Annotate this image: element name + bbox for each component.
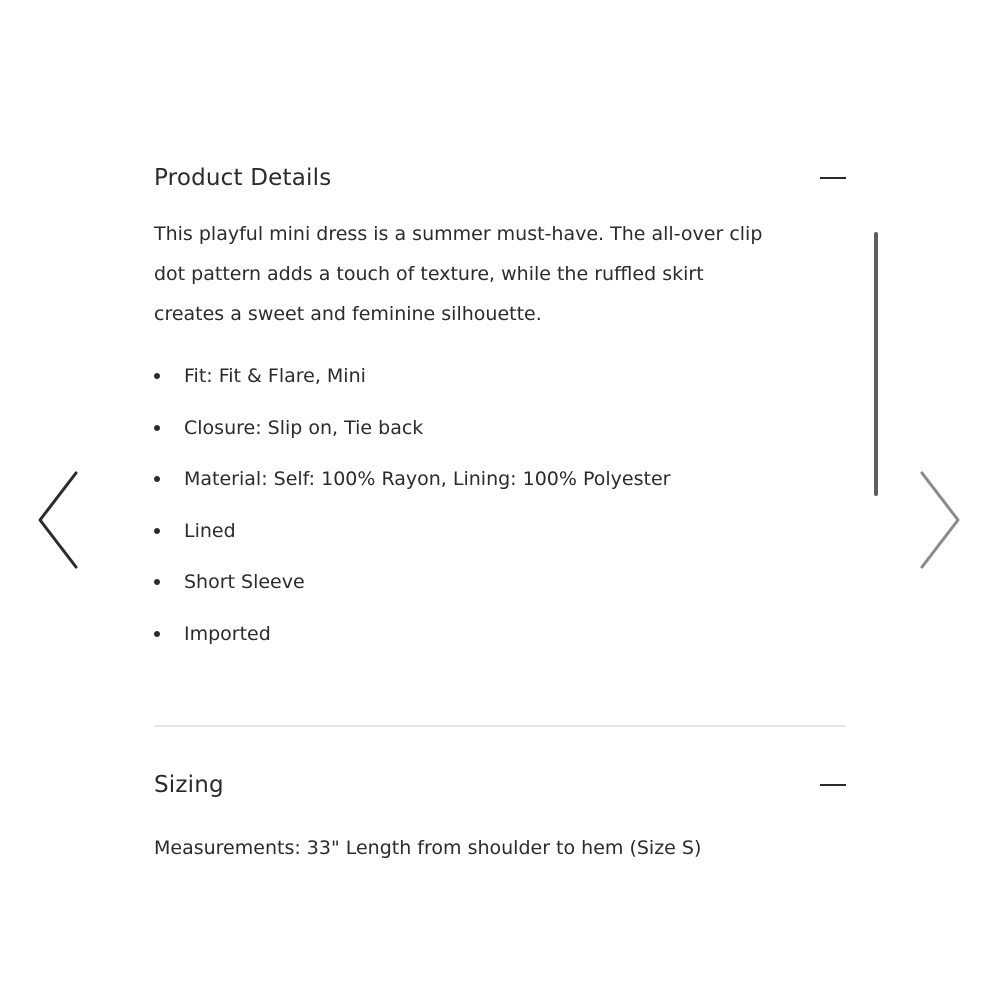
chevron-left-icon bbox=[36, 470, 80, 570]
list-item bbox=[154, 408, 836, 460]
description-line: creates a sweet and feminine silhouette. bbox=[154, 303, 542, 325]
minus-icon[interactable] bbox=[820, 177, 846, 179]
sizing-measurements: Measurements: 33" Length from shoulder to hem (Size S) bbox=[154, 837, 702, 859]
section-divider bbox=[154, 725, 846, 727]
list-item bbox=[154, 356, 836, 408]
product-details-body[interactable] bbox=[154, 214, 846, 665]
bullet-icon bbox=[154, 528, 160, 534]
chevron-right-icon bbox=[918, 470, 962, 570]
description-line: This playful mini dress is a summer must-have. The all-over clip bbox=[154, 223, 763, 245]
bullet-icon bbox=[154, 579, 160, 585]
bullet-icon bbox=[154, 373, 160, 379]
list-item bbox=[154, 511, 836, 563]
product-details-section bbox=[154, 150, 846, 665]
list-item bbox=[154, 459, 836, 511]
feature-text: Closure: Slip on, Tie back bbox=[184, 416, 424, 439]
bullet-icon bbox=[154, 476, 160, 482]
sizing-header[interactable] bbox=[154, 757, 846, 813]
bullet-icon bbox=[154, 631, 160, 637]
sizing-title: Sizing bbox=[154, 772, 224, 798]
next-arrow-button[interactable] bbox=[918, 470, 962, 570]
minus-icon[interactable] bbox=[820, 784, 846, 786]
feature-text: Lined bbox=[184, 519, 236, 542]
bullet-icon bbox=[154, 425, 160, 431]
feature-text: Material: Self: 100% Rayon, Lining: 100% Polyester bbox=[184, 468, 671, 490]
scrollbar-thumb[interactable] bbox=[874, 232, 878, 496]
feature-list bbox=[154, 356, 836, 665]
list-item bbox=[154, 562, 836, 614]
sizing-section bbox=[154, 757, 846, 863]
feature-text: Imported bbox=[184, 622, 271, 645]
feature-text: Fit: Fit & Flare, Mini bbox=[184, 365, 366, 387]
list-item bbox=[154, 614, 836, 666]
product-details-title: Product Details bbox=[154, 165, 332, 191]
previous-arrow-button[interactable] bbox=[36, 470, 80, 570]
feature-text: Short Sleeve bbox=[184, 571, 305, 593]
product-details-header[interactable] bbox=[154, 150, 846, 206]
description-line: dot pattern adds a touch of texture, while the ruffled skirt bbox=[154, 263, 704, 285]
product-description bbox=[154, 214, 844, 334]
